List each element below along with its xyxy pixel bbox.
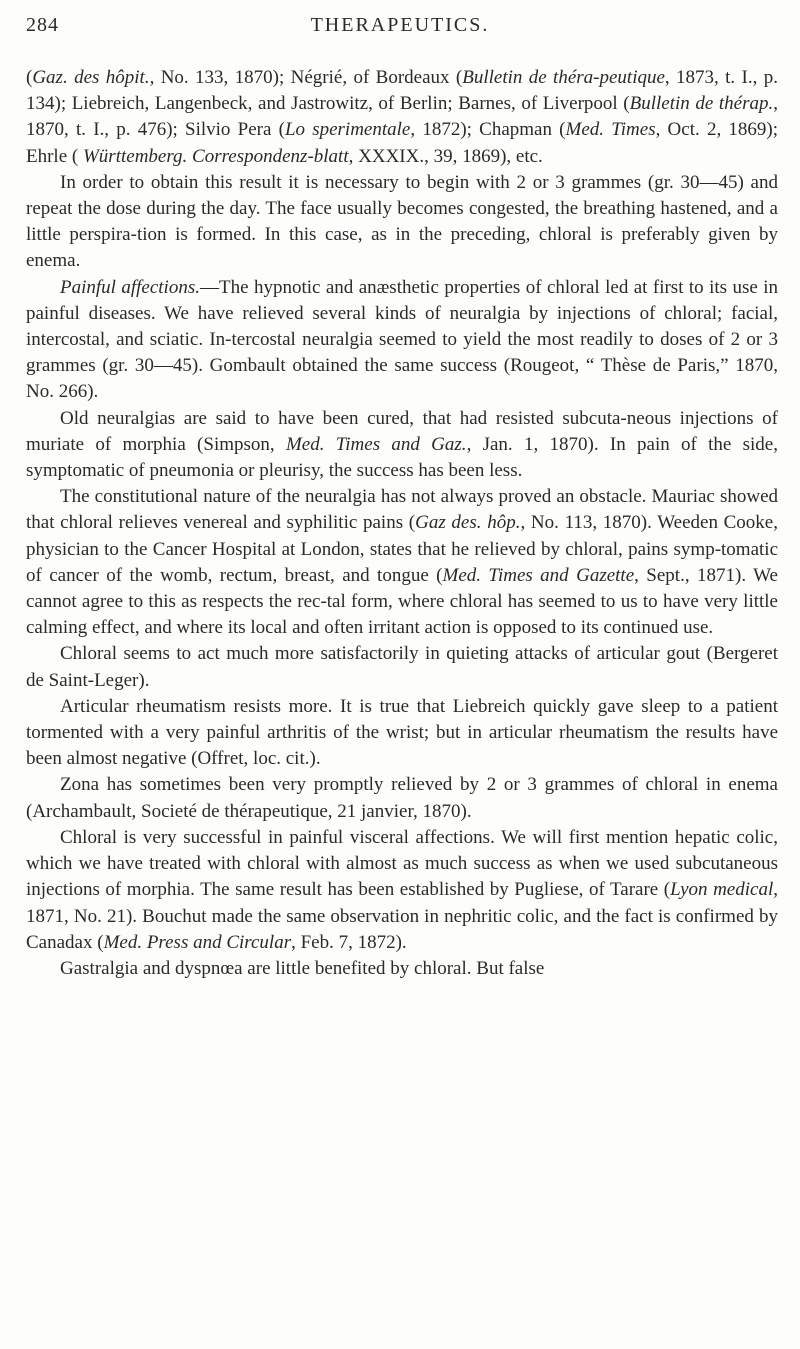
text-run: Articular rheumatism resists more. It is true that Liebreich quickly gave sleep to a patient tormented with a very painful arthritis of the wrist; but in articular rheumatism the results have been almost negative (Offret, loc. cit.). [26,695,778,770]
italic-run: Med. Times and Gazette [442,564,635,586]
paragraph [26,956,778,982]
italic-run: Lyon medical [670,879,774,901]
italic-run: Lo sperimentale [284,119,411,141]
text-run: Zona has sometimes been very promptly relieved by 2 or 3 grammes of chloral in enema (Archambault, Societé de thérapeutique, 21 janvier, 1870). [26,774,778,822]
italic-run: Bulletin de théra-peutique [462,67,665,88]
text-run: —The hypnotic and anæsthetic properties of chloral led at first to its use in painful diseases. We have relieved several kinds of neuralgia by injections of chloral; facial, intercostal, and sciatic. In-tercostal neuralgia seemed to yield the most readily to doses of 2 or 3 grammes (gr. 30—45). Gombault obtained the same success (Rougeot, “ Thèse de Paris,” 1870, No. 266). [26,276,778,403]
paragraph [26,65,778,170]
text-run: , Feb. 7, 1872). [291,931,407,953]
running-head [26,14,774,44]
italic-run: Med. Press and Circular [103,931,292,953]
text-run: Old neuralgias are said to have been cured, that had resisted subcuta-neous injections of muriate of morphia (Simpson, [26,407,778,455]
text-run: ( [26,67,33,88]
italic-run: Gaz. des hôpit. [32,67,150,88]
text-run: , No. 133, 1870); Négrié, of Bordeaux ( [149,67,463,88]
paragraph [26,772,778,824]
text-run: , XXXIX., 39, 1869), etc. [348,145,543,167]
paragraph [26,825,778,956]
italic-run: Bulletin de thérap. [629,93,774,115]
text-run: Chloral seems to act much more satisfactorily in quieting attacks of articular gout (Bergeret de Saint-Leger). [26,643,778,691]
text-run: , Sept., 1871). We cannot agree to this as respects the rec-tal form, where chloral has seemed to us to have very little calming effect, and where its local and often irritant action is opposed to its continued use. [26,564,778,639]
paragraph [26,694,778,773]
page-number: 284 [26,14,59,36]
paragraph [26,641,778,693]
italic-run: Gaz des. hôp. [415,512,521,534]
paragraph [26,170,778,275]
italic-run: Württemberg. Correspondenz-blatt [82,145,349,167]
text-run: , 1870, t. I., p. 476); Silvio Pera ( [26,93,778,141]
paragraph [26,406,778,485]
italic-run: Painful affections. [60,276,200,298]
text-run: , 1873, t. I., p. 134); Liebreich, Langenbeck, and Jastrowitz, of Berlin; Barnes, of Liverpool ( [26,67,778,115]
text-run: , No. 113, 1870). Weeden Cooke, physician to the Cancer Hospital at London, states that he relieved by chloral, pains symp-tomatic of cancer of the womb, rectum, breast, and tongue ( [26,512,778,586]
text-run: , 1871, No. 21). Bouchut made the same observation in nephritic colic, and the fact is confirmed by Canadax ( [26,879,778,953]
text-run: , Jan. 1, 1870). In pain of the side, symptomatic of pneumonia or pleurisy, the success has been less. [26,433,778,482]
text-run: Gastralgia and dyspnœa are little benefited by chloral. But false [60,957,545,979]
text-run: In order to obtain this result it is necessary to begin with 2 or 3 grammes (gr. 30—45) and repeat the dose during the day. The face usually becomes congested, the breathing hastened, and a little perspira-tion is formed. In this case, as in the preceding, chloral is preferably given by enema. [26,171,778,272]
paragraph [26,484,778,641]
italic-run: Med. Times [565,119,656,141]
text-run: The constitutional nature of the neuralgia has not always proved an obstacle. Mauriac showed that chloral relieves venereal and syphilitic pains ( [26,486,778,534]
text-run: Chloral is very successful in painful visceral affections. We will first mention hepatic colic, which we have treated with chloral with almost as much success as when we used subcutaneous injections of morphia. The same result has been established by Pugliese, of Tarare ( [26,826,778,901]
paragraph [26,275,778,406]
text-run: , Oct. 2, 1869); Ehrle ( [26,119,779,167]
body-text [26,65,778,982]
text-run: , 1872); Chapman ( [410,119,566,141]
italic-run: Med. Times and Gaz. [285,433,467,455]
running-title: THERAPEUTICS. [310,14,490,36]
